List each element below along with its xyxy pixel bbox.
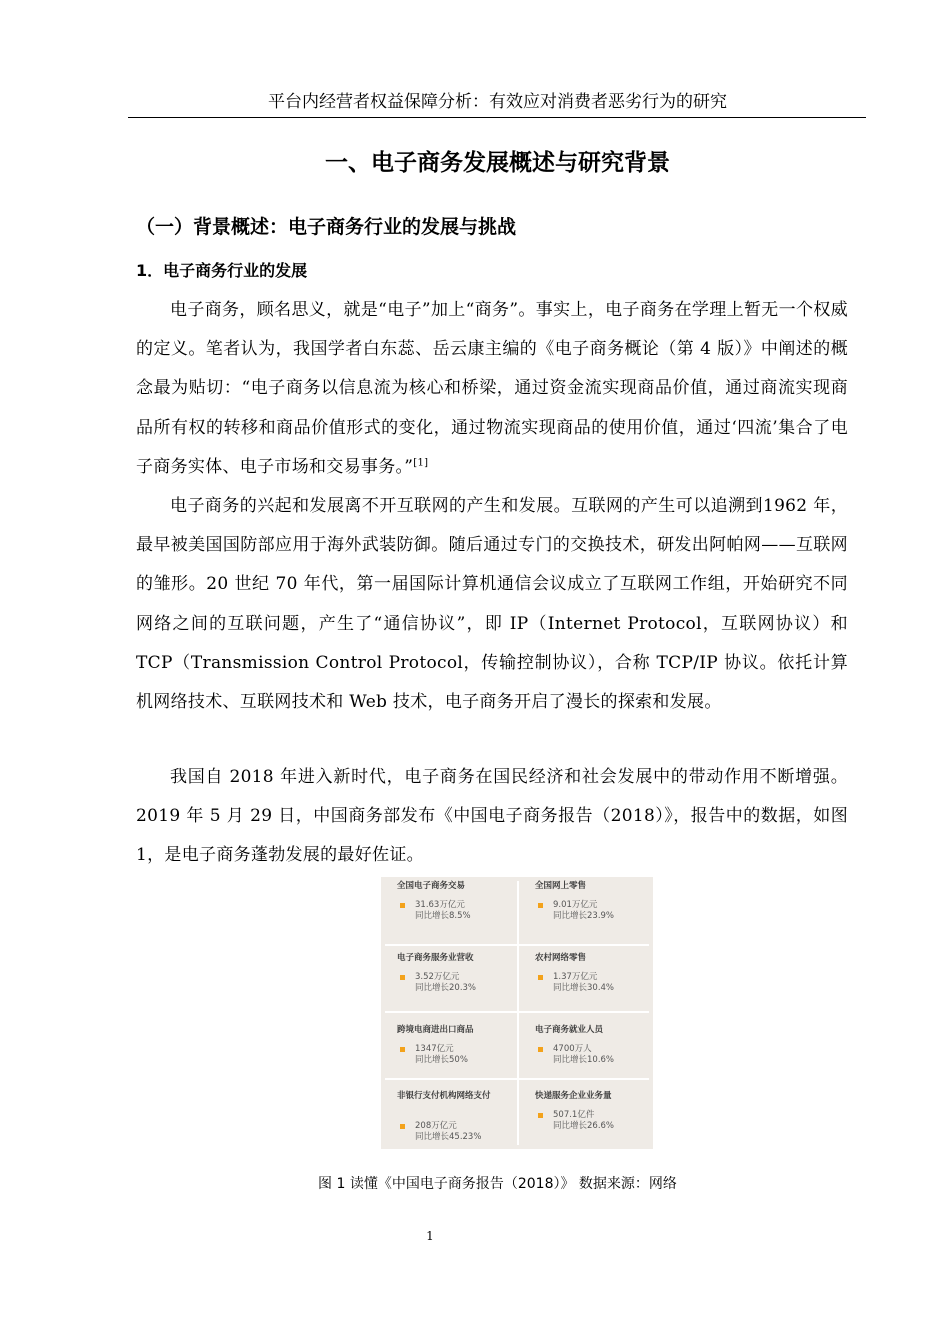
stat-value: 9.01万亿元 — [553, 900, 598, 910]
stat-growth: 同比增长50% — [415, 1055, 468, 1065]
stat-title: 非银行支付机构网络支付 — [397, 1091, 491, 1101]
stat-growth: 同比增长45.23% — [415, 1132, 482, 1142]
stat-bullet-icon — [400, 1124, 405, 1129]
stat-growth: 同比增长20.3% — [415, 983, 477, 993]
stat-bullet-icon — [400, 1047, 405, 1052]
paragraph-1-text: 电子商务，顾名思义，就是“电子”加上“商务”。事实上，电子商务在学理上暂无一个权威的定义。笔者认为，我国学者白东蕊、岳云康主编的《电子商务概论（第 4 版）》中阐述的概念最为贴切：“电子商务以信息流为核心和桥梁，通过资金流实现商品价值，通过商流实现商品所有权的转移和商品价值形式的变化，通过物流实现商品的使用价值，通过‘四流’集合了电子商务实体、电子市场和交易事务。” — [136, 300, 848, 477]
stat-cell — [381, 949, 511, 1015]
paragraph-3 — [136, 758, 848, 876]
header-rule — [128, 117, 866, 118]
stat-title: 快递服务企业业务量 — [535, 1091, 612, 1101]
stat-title: 电子商务服务业营收 — [397, 953, 474, 963]
stat-growth: 同比增长8.5% — [415, 911, 471, 921]
stat-bullet-icon — [538, 903, 543, 908]
stat-cell — [519, 1087, 649, 1153]
paragraph-3-text: 我国自 2018 年进入新时代，电子商务在国民经济和社会发展中的带动作用不断增强。2019 年 5 月 29 日，中国商务部发布《中国电子商务报告（2018）》，报告中的数据，如图 1，是电子商务蓬勃发展的最好佐证。 — [136, 767, 848, 866]
stat-value: 1.37万亿元 — [553, 972, 598, 982]
stat-growth: 同比增长30.4% — [553, 983, 615, 993]
stat-value: 208万亿元 — [415, 1121, 457, 1131]
stat-bullet-icon — [538, 1047, 543, 1052]
stat-value: 1347亿元 — [415, 1044, 454, 1054]
stat-growth: 同比增长10.6% — [553, 1055, 615, 1065]
stat-growth: 同比增长26.6% — [553, 1121, 615, 1131]
stat-bullet-icon — [538, 975, 543, 980]
stat-value: 507.1亿件 — [553, 1110, 595, 1120]
stat-cell — [381, 1021, 511, 1087]
paragraph-2 — [136, 487, 848, 722]
stat-cell — [519, 1021, 649, 1087]
stat-bullet-icon — [400, 975, 405, 980]
subsection-title: 1．电子商务行业的发展 — [136, 261, 308, 280]
stat-value: 3.52万亿元 — [415, 972, 460, 982]
stat-growth: 同比增长23.9% — [553, 911, 615, 921]
paragraph-1 — [136, 291, 848, 487]
page-number: 1 — [426, 1229, 434, 1243]
stat-bullet-icon — [538, 1113, 543, 1118]
figure-divider-horizontal — [385, 944, 649, 946]
citation-1[interactable]: [1] — [413, 457, 429, 469]
paragraph-2-text: 电子商务的兴起和发展离不开互联网的产生和发展。互联网的产生可以追溯到1962 年，最早被美国国防部应用于海外武装防御。随后通过专门的交换技术，研发出阿帕网——互联网的雏形。20 世纪 70 年代，第一届国际计算机通信会议成立了互联网工作组，开始研究不同网络之间的互联问题，产生了“通信协议”，即 IP（Internet Protocol，互联网协议）和 TCP（Transmission Control Protocol，传输控制协议），合称 TCP/IP 协议。依托计算机网络技术、互联网技术和 Web 技术，电子商务开启了漫长的探索和发展。 — [136, 496, 848, 713]
stat-bullet-icon — [400, 903, 405, 908]
stat-title: 跨境电商进出口商品 — [397, 1025, 474, 1035]
stat-title: 全国电子商务交易 — [397, 881, 466, 891]
stat-value: 31.63万亿元 — [415, 900, 465, 910]
stat-title: 电子商务就业人员 — [535, 1025, 604, 1035]
section-title: （一）背景概述：电子商务行业的发展与挑战 — [136, 216, 517, 238]
stat-title: 全国网上零售 — [535, 881, 587, 891]
stat-cell — [519, 949, 649, 1015]
running-header: 平台内经营者权益保障分析：有效应对消费者恶劣行为的研究 — [268, 92, 727, 112]
stat-cell — [381, 1087, 511, 1153]
figure-caption: 图 1 读懂《中国电子商务报告（2018）》 数据来源：网络 — [318, 1176, 677, 1192]
chapter-title: 一、电子商务发展概述与研究背景 — [325, 150, 670, 176]
ecommerce-stats-figure — [381, 877, 653, 1149]
stat-title: 农村网络零售 — [535, 953, 587, 963]
stat-cell — [519, 877, 649, 943]
stat-cell — [381, 877, 511, 943]
stat-value: 4700万人 — [553, 1044, 592, 1054]
